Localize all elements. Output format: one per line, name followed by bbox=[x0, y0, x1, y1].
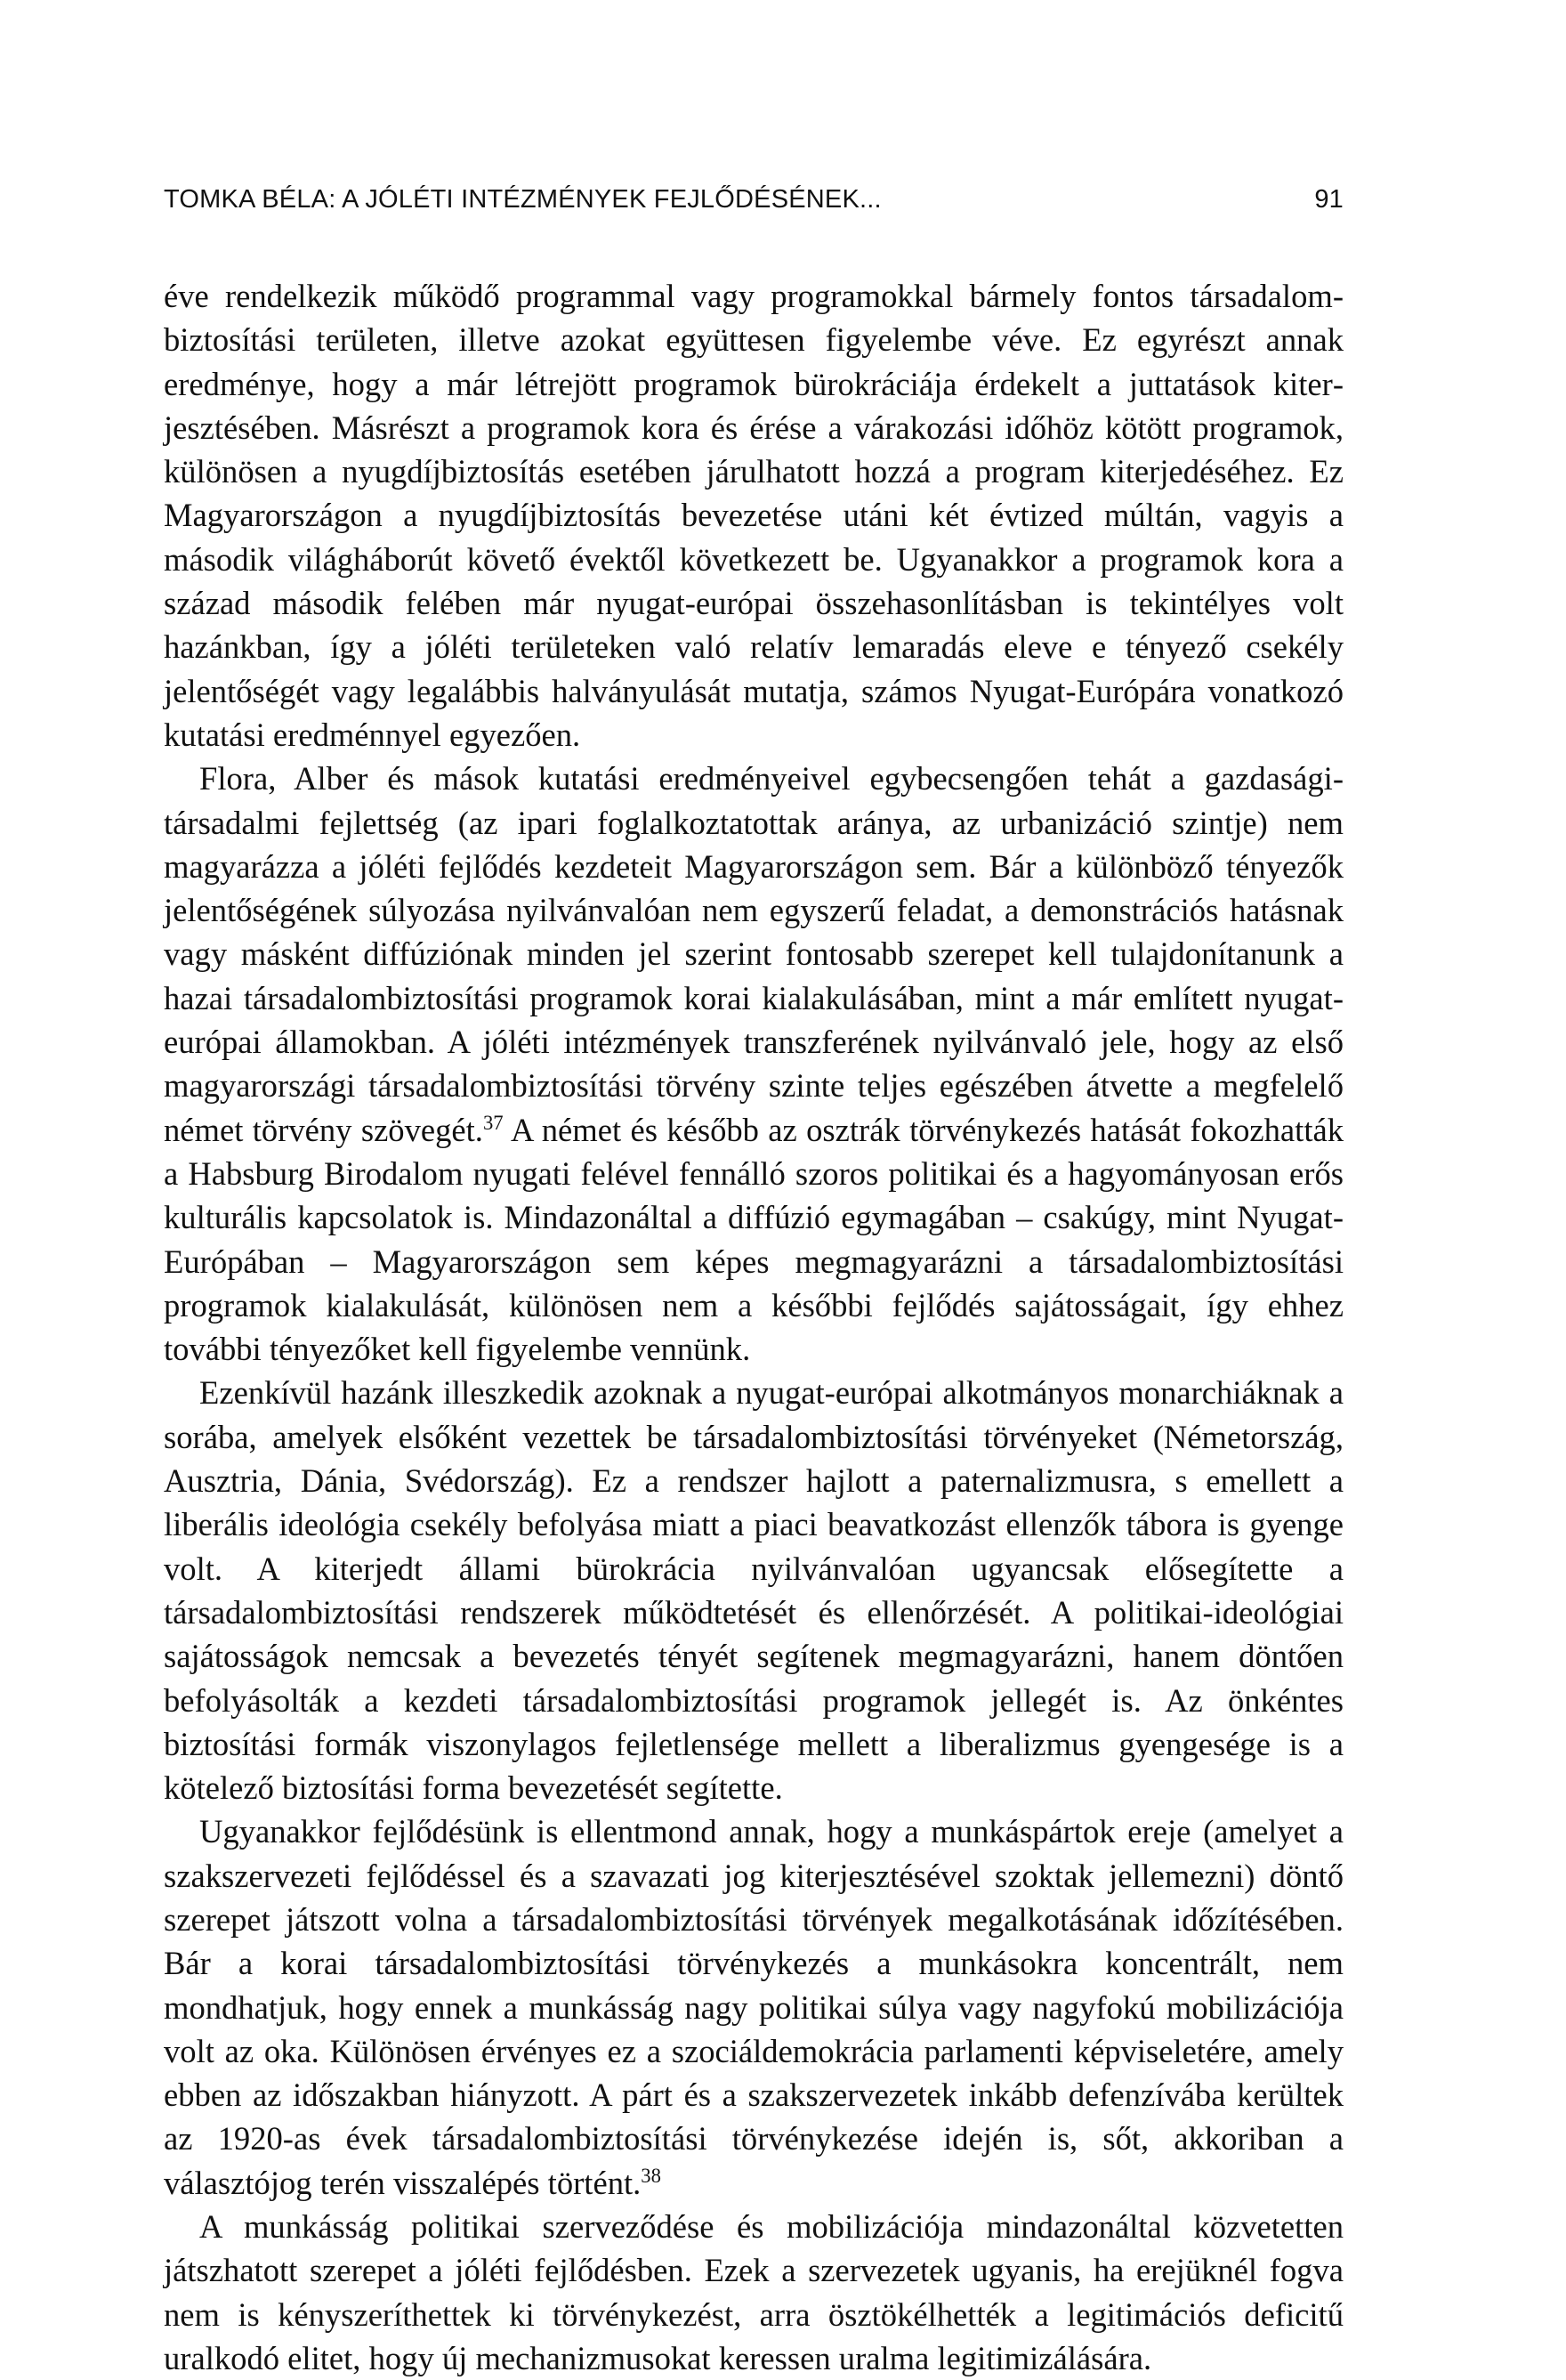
paragraph-1-text: éve rendelkezik működő programmal vagy programokkal bármely fontos társadalombiztosítási területen, illetve azokat együttesen figyelembe véve. Ez egyrészt annak eredménye, hogy a már létrejött programok bürokráciája érdekelt a juttatások kiterjesztésében. Másrészt a programok kora és érése a várakozási időhöz kötött programok, különösen a nyugdíjbiztosítás esetében járulhatott hozzá a program kiterjedéséhez. Ez Magyarországon a nyugdíjbiztosítás bevezetése utáni két évtized múltán, vagyis a második világháborút követő évektől következett be. Ugyanakkor a programok kora a század második felében már nyugat-európai összehasonlításban is tekintélyes volt hazánkban, így a jóléti területeken való relatív lemaradás eleve e tényező csekély jelentőségét vagy legalábbis halványulását mutatja, számos Nyugat-Európára vonatkozó kutatási eredménnyel egyezően. bbox=[164, 278, 1344, 753]
page-number: 91 bbox=[1314, 185, 1344, 214]
paragraph-3-text: Ezenkívül hazánk illeszkedik azoknak a nyugat-európai alkotmányos monarchiáknak a sorába, amelyek elsőként vezettek be társadalombiztosítási törvényeket (Németország, Ausztria, Dánia, Svédország). Ez a rendszer hajlott a paternalizmusra, s emellett a liberális ideológia csekély befolyása miatt a piaci beavatkozást ellenzők tábora is gyenge volt. A kiterjedt állami bürokrácia nyilvánvalóan ugyancsak elősegítette a társadalombiztosítási rendszerek működtetését és ellenőrzését. A politikai-ideológiai sajátosságok nemcsak a bevezetés tényét segítenek megmagyarázni, hanem döntően befolyásolták a kezdeti társadalombiztosítási programok jellegét is. Az önkéntes biztosítási formák viszonylagos fejletlensége mellett a liberalizmus gyengesége is a kötelező biztosítási forma bevezetését segítette. bbox=[164, 1374, 1344, 1807]
paragraph-4-text: Ugyanakkor fejlődésünk is ellentmond annak, hogy a munkáspártok ereje (amelyet a szakszervezeti fejlődéssel és a szavazati jog kiterjesztésével szoktak jellemezni) döntő szerepet játszott volna a társadalombiztosítási törvények megalkotásának időzítésében. Bár a korai társadalombiztosítási törvénykezés a munkásokra koncentrált, nem mondhatjuk, hogy ennek a munkásság nagy politikai súlya vagy nagyfokú mobilizációja volt az oka. Különösen érvényes ez a szociáldemokrácia parlamenti képviseletére, amely ebben az időszakban hiányzott. A párt és a szakszervezetek inkább defenzívába kerültek az 1920-as évek társadalombiztosítási törvénykezése idején is, sőt, akkoriban a választójog terén visszalépés történt. bbox=[164, 1813, 1344, 2201]
running-header bbox=[164, 185, 1344, 215]
paragraph-2 bbox=[164, 757, 1344, 1371]
paragraph-2-text-a: Flora, Alber és mások kutatási eredményeivel egybecsengően tehát a gazdasági-társadalmi fejlettség (az ipari foglalkoztatottak aránya, az urbanizáció szintje) nem magyarázza a jóléti fejlődés kezdeteit Magyarországon sem. Bár a különböző tényezők jelentőségének súlyozása nyilvánvalóan nem egyszerű feladat, a demonstrációs hatásnak vagy másként diffúziónak minden jel szerint fontosabb szerepet kell tulajdonítanunk a hazai társadalombiztosítási programok korai kialakulásában, mint a már említett nyugat-európai államokban. A jóléti intézmények transzferének nyilvánvaló jele, hogy az első magyarországi társadalombiztosítási törvény szinte teljes egészében átvette a megfelelő német törvény szövegét. bbox=[164, 760, 1344, 1148]
paragraph-3 bbox=[164, 1371, 1344, 1809]
running-title: TOMKA BÉLA: A JÓLÉTI INTÉZMÉNYEK FEJLŐDÉSÉNEK... bbox=[164, 185, 882, 214]
paragraph-5-text: A munkásság politikai szerveződése és mobilizációja mindazonáltal közvetetten játszhatott szerepet a jóléti fejlődésben. Ezek a szervezetek ugyanis, ha erejüknél fogva nem is kényszeríthettek ki törvénykezést, arra ösztökélhették a legitimációs deficitű uralkodó elitet, hogy új mechanizmusokat keressen uralma legitimizálására. bbox=[164, 2208, 1344, 2376]
paragraph-4 bbox=[164, 1809, 1344, 2205]
body-text bbox=[164, 274, 1344, 2380]
footnote-ref-37: 37 bbox=[482, 1111, 504, 1134]
paragraph-5 bbox=[164, 2205, 1344, 2380]
book-page bbox=[164, 185, 1344, 2380]
paragraph-1 bbox=[164, 274, 1344, 757]
footnote-ref-38: 38 bbox=[641, 2164, 661, 2187]
paragraph-2-text-b: A német és később az osztrák törvénykezés hatását fokozhatták a Habsburg Birodalom nyugati felével fennálló szoros politikai és a hagyományosan erős kulturális kapcsolatok is. Mindazonáltal a diffúzió egymagában – csakúgy, mint Nyugat-Európában – Magyarországon sem képes megmagyarázni a társadalombiztosítási programok kialakulását, különösen nem a későbbi fejlődés sajátosságait, így ehhez további tényezőket kell figyelembe vennünk. bbox=[164, 1111, 1344, 1368]
